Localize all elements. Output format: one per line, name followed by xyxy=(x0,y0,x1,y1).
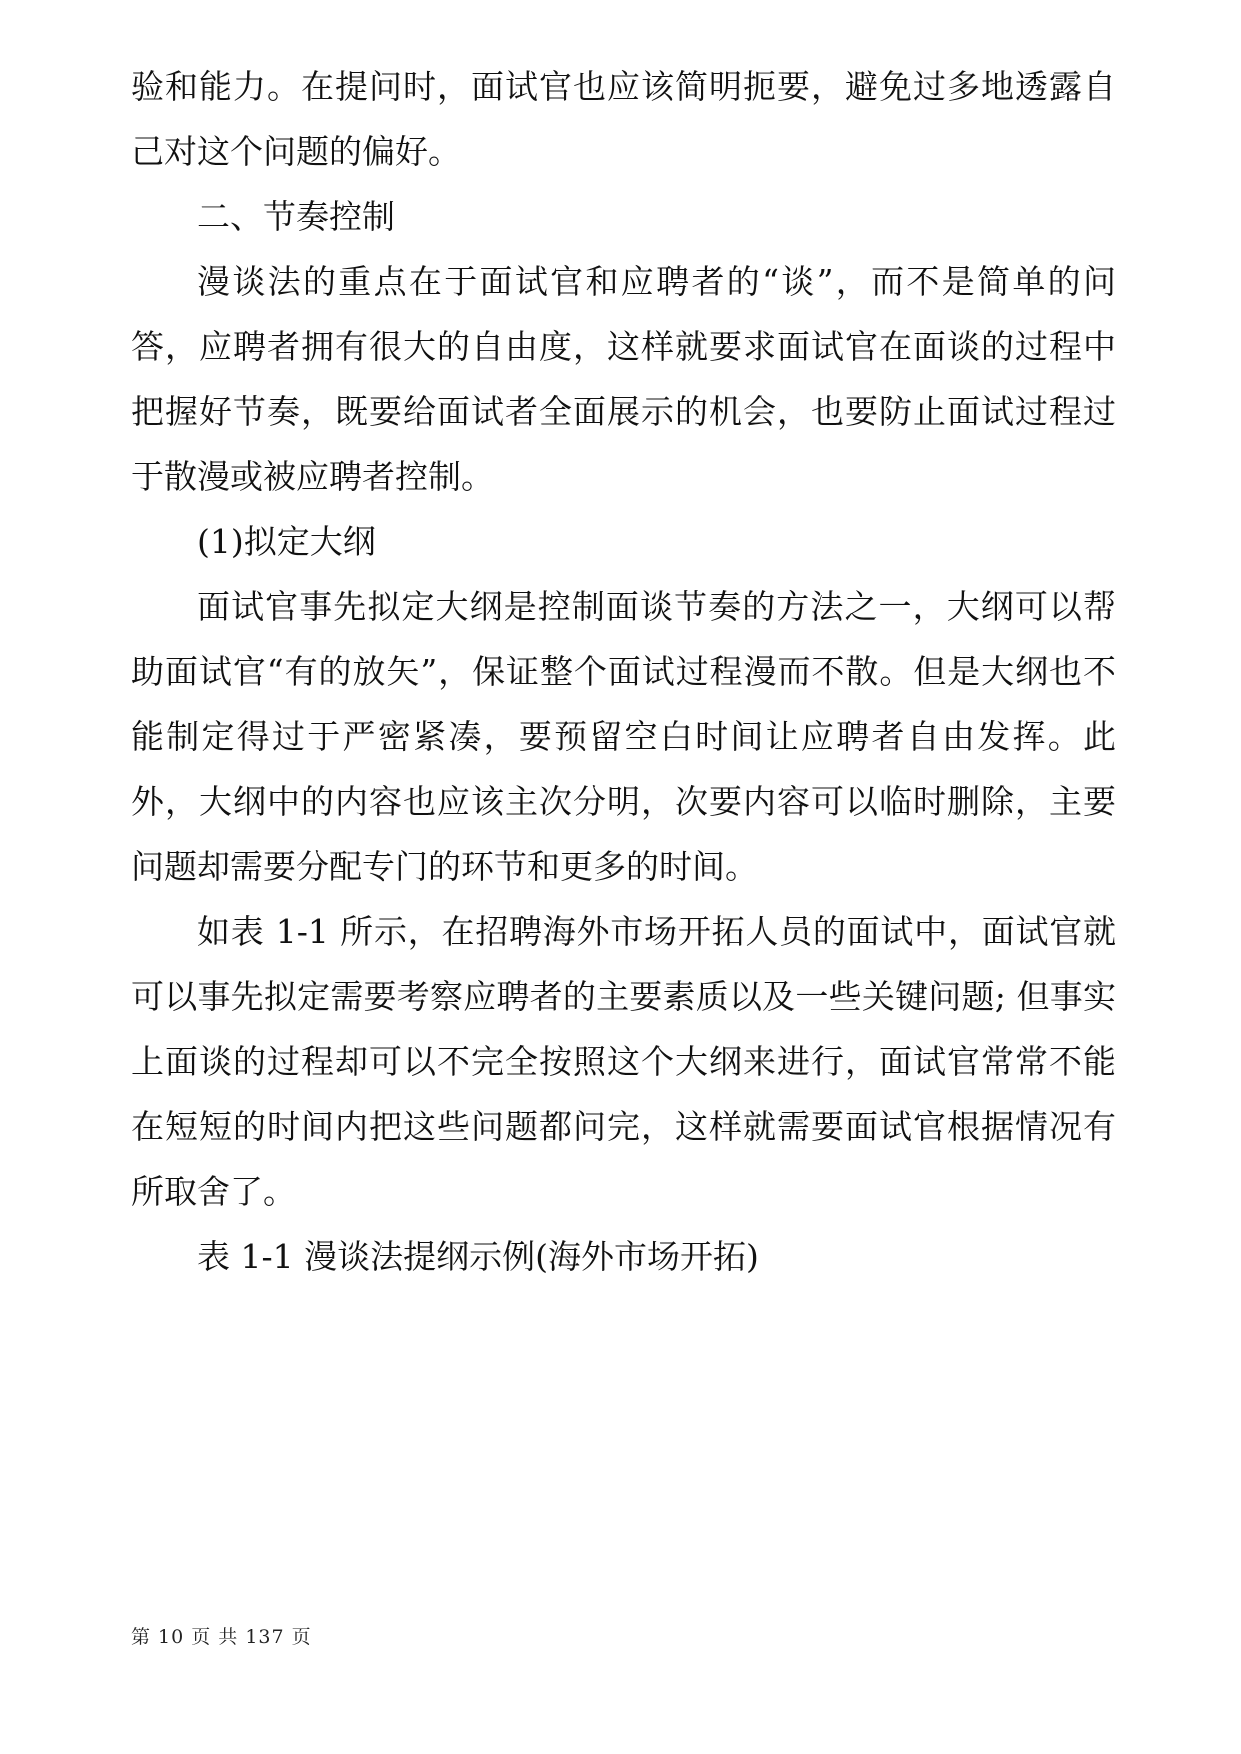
subheading-draft-outline: (1)拟定大纲 xyxy=(197,522,376,561)
page-footer: 第 10 页 共 137 页 xyxy=(131,1626,312,1648)
document-body xyxy=(131,54,1116,1289)
paragraph-rhythm-intro: 漫谈法的重点在于面试官和应聘者的“谈”，而不是简单的问答，应聘者拥有很大的自由度，这样就要求面试官在面谈的过程中把握好节奏，既要给面试者全面展示的机会，也要防止面试过程过于散漫或被应聘者控制。 xyxy=(131,262,1116,496)
paragraph-outline-method: 面试官事先拟定大纲是控制面谈节奏的方法之一，大纲可以帮助面试官“有的放矢”，保证整个面试过程漫而不散。但是大纲也不能制定得过于严密紧凑，要预留空白时间让应聘者自由发挥。此外，大纲中的内容也应该主次分明，次要内容可以临时删除，主要问题却需要分配专门的环节和更多的时间。 xyxy=(131,587,1116,886)
table-caption: 表 1-1 漫谈法提纲示例(海外市场开拓) xyxy=(197,1237,759,1276)
paragraph-continuation: 验和能力。在提问时，面试官也应该简明扼要，避免过多地透露自己对这个问题的偏好。 xyxy=(131,67,1116,171)
paragraph-table-reference: 如表 1-1 所示，在招聘海外市场开拓人员的面试中，面试官就可以事先拟定需要考察应聘者的主要素质以及一些关键问题; 但事实上面谈的过程却可以不完全按照这个大纲来进行，面试官常常不能在短短的时间内把这些问题都问完，这样就需要面试官根据情况有所取舍了。 xyxy=(131,912,1116,1211)
section-heading-rhythm-control: 二、节奏控制 xyxy=(197,197,395,236)
